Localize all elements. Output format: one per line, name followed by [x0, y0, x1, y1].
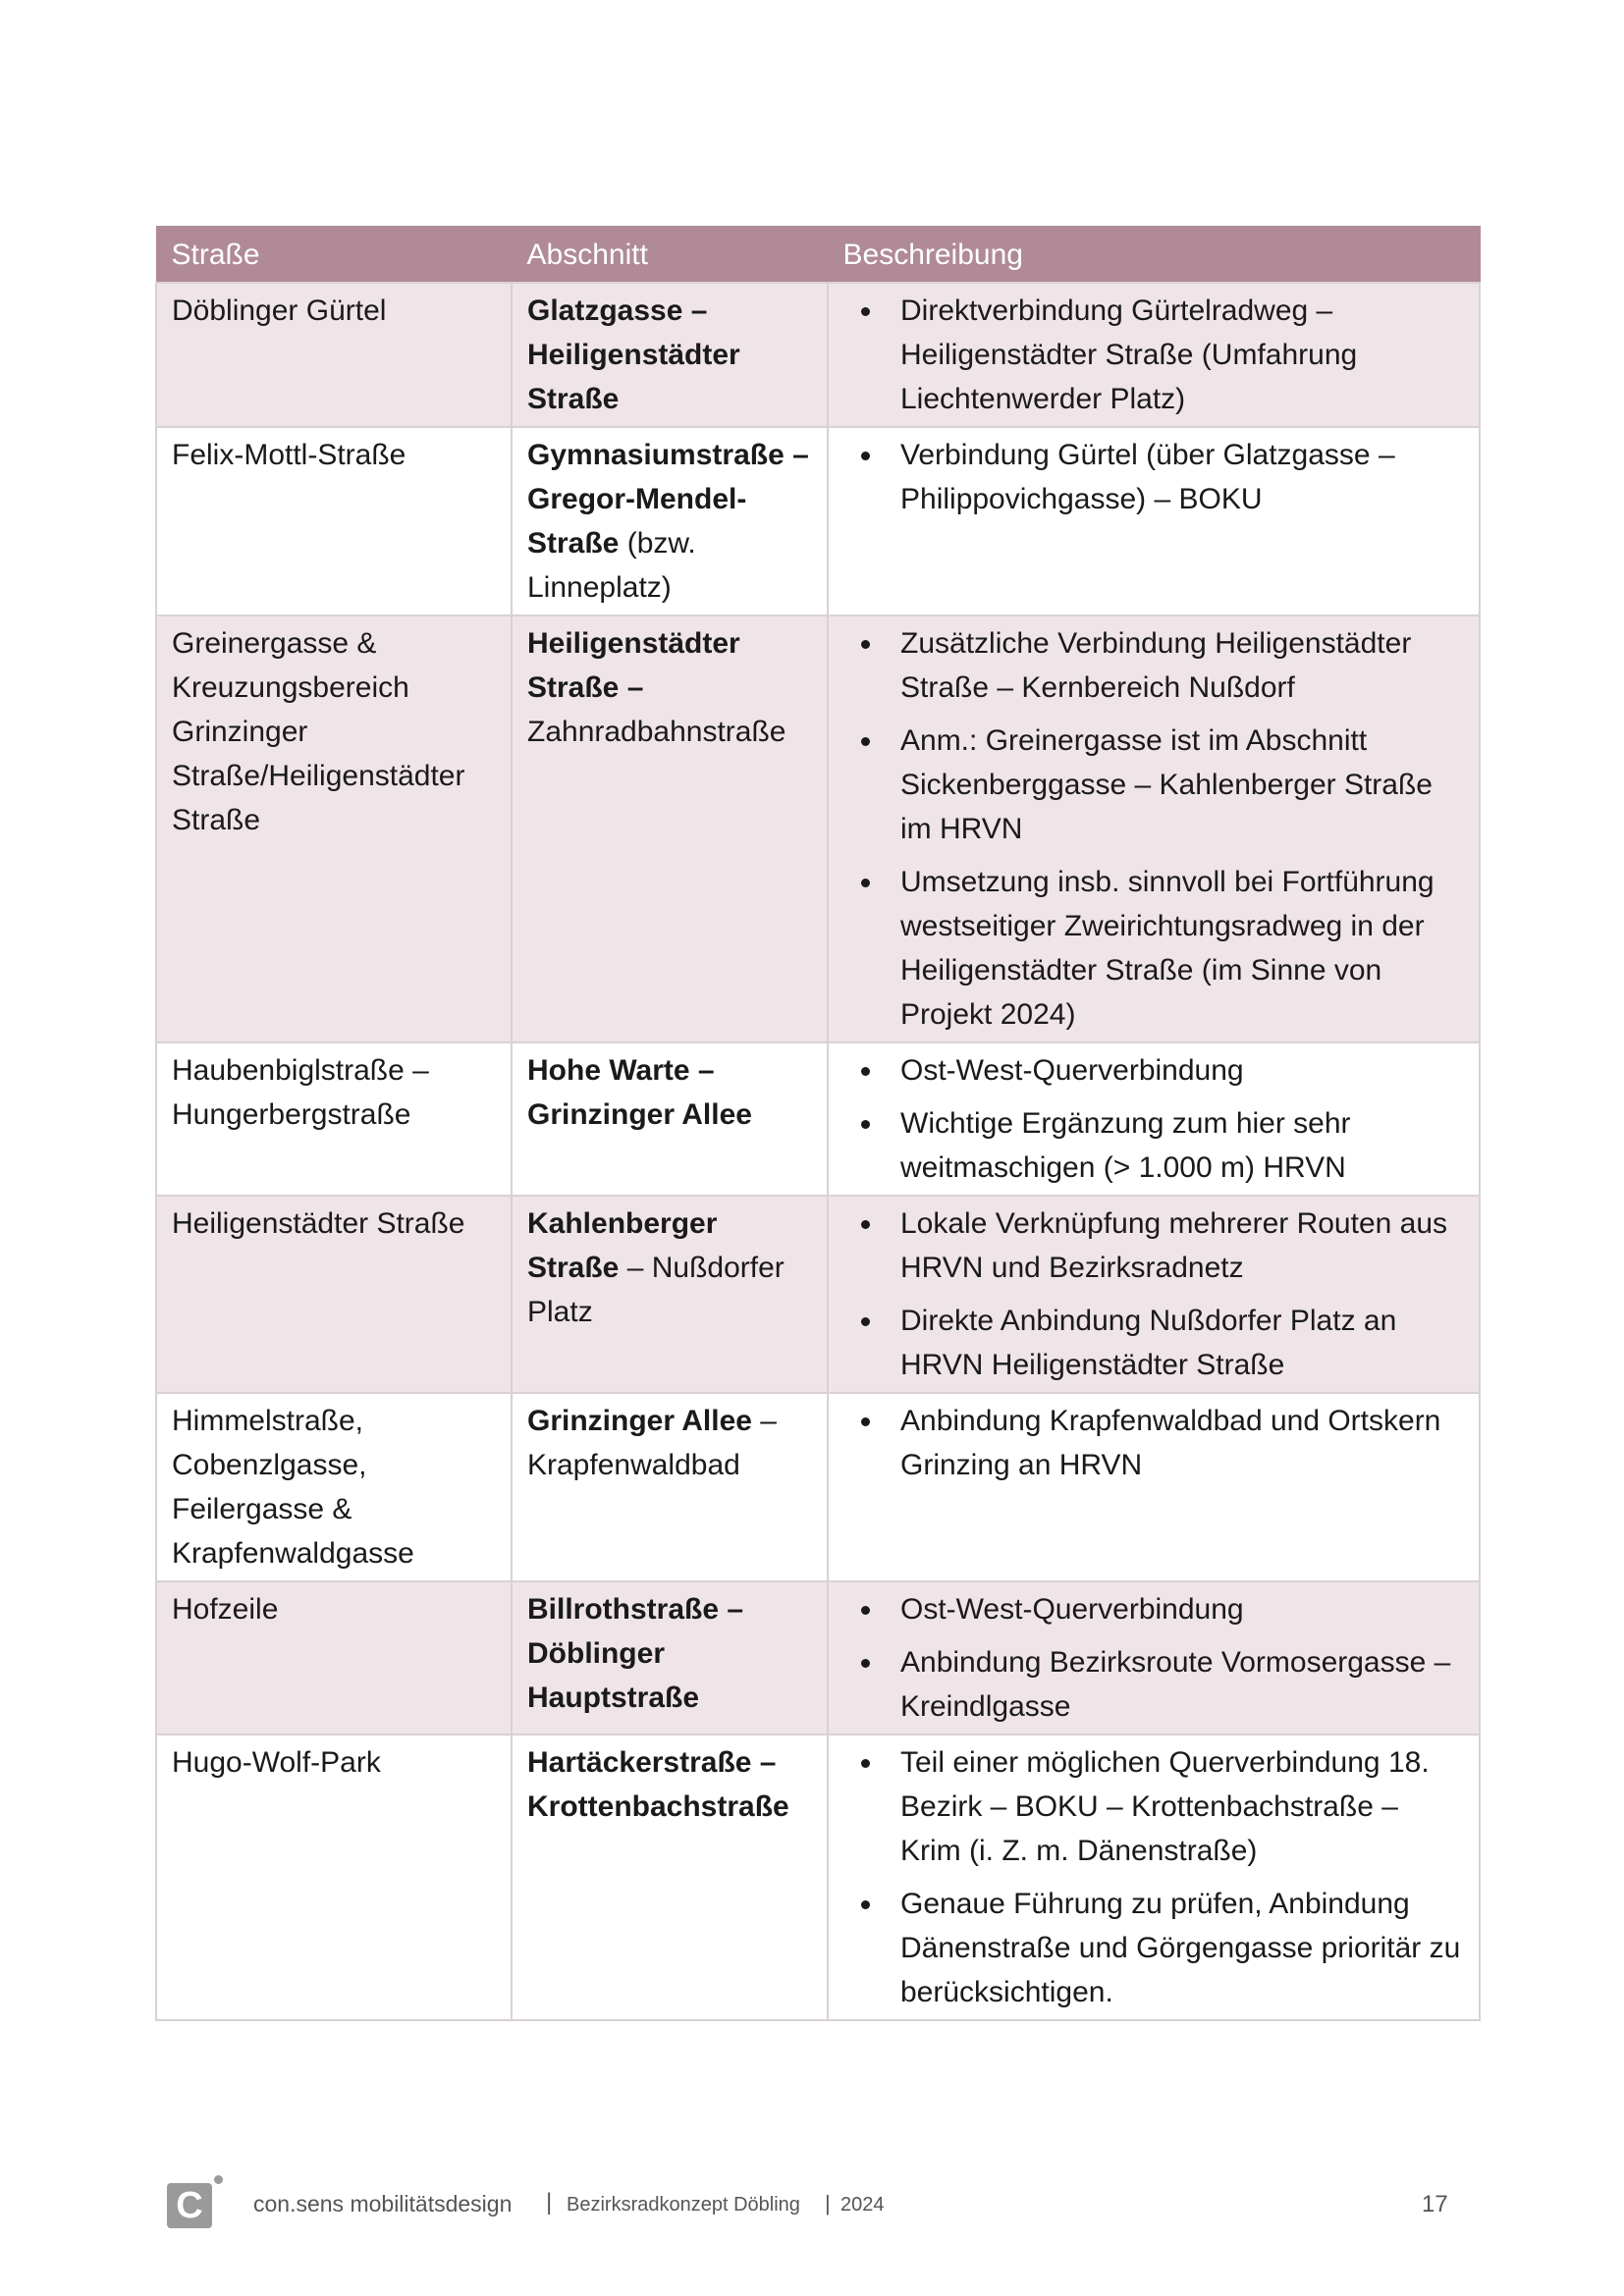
footer-project: Bezirksradkonzept Döbling — [567, 2194, 800, 2216]
header-beschreibung: Beschreibung — [828, 227, 1480, 284]
cell-beschreibung — [828, 1042, 1480, 1196]
cell-abschnitt — [512, 283, 828, 427]
cell-beschreibung — [828, 1196, 1480, 1393]
bullet-icon — [861, 1900, 870, 1909]
header-abschnitt: Abschnitt — [512, 227, 828, 284]
cell-strasse: Himmelstraße, Cobenzlgasse, Feilergasse & Krapfenwaldgasse — [156, 1393, 512, 1581]
description-item — [843, 433, 1464, 521]
footer-company: con.sens mobilitätsdesign — [253, 2191, 513, 2216]
cell-strasse: Greinergasse & Kreuzungsbereich Grinzinger Straße/Heiligenstädter Straße — [156, 615, 512, 1042]
header-strasse: Straße — [156, 227, 512, 284]
description-item — [843, 860, 1464, 1037]
route-table — [155, 226, 1481, 2021]
description-list — [843, 1048, 1464, 1190]
cell-strasse: Heiligenstädter Straße — [156, 1196, 512, 1393]
page-number: 17 — [1422, 2191, 1448, 2217]
description-list — [843, 1587, 1464, 1729]
table-row — [156, 1393, 1480, 1581]
abschnitt-bold-text: Heiligenstädter Straße – — [527, 627, 740, 704]
cell-beschreibung — [828, 427, 1480, 615]
abschnitt-bold-text: Hohe Warte – Grinzinger Allee — [527, 1054, 752, 1131]
cell-beschreibung — [828, 1581, 1480, 1735]
description-text: Direktverbindung Gürtelradweg – Heiligenstädter Straße (Umfahrung Liechtenwerder Platz) — [900, 294, 1358, 415]
abschnitt-rest-text: – Nußdorfer Platz — [527, 1252, 785, 1328]
cell-strasse: Döblinger Gürtel — [156, 283, 512, 427]
description-text: Anbindung Bezirksroute Vormosergasse – Kreindlgasse — [900, 1646, 1451, 1723]
description-item — [843, 621, 1464, 710]
table-row — [156, 615, 1480, 1042]
description-text: Ost-West-Querverbindung — [900, 1593, 1244, 1626]
logo-dot-icon — [214, 2175, 223, 2184]
bullet-icon — [861, 1606, 870, 1615]
table-header-row — [156, 227, 1480, 284]
description-item — [843, 1201, 1464, 1290]
cell-beschreibung — [828, 1393, 1480, 1581]
description-text: Lokale Verknüpfung mehrerer Routen aus HRVN und Bezirksradnetz — [900, 1207, 1448, 1284]
bullet-icon — [861, 1220, 870, 1229]
description-list — [843, 1201, 1464, 1387]
description-list — [843, 621, 1464, 1037]
description-text: Anbindung Krapfenwaldbad und Ortskern Grinzing an HRVN — [900, 1405, 1441, 1481]
cell-abschnitt — [512, 615, 828, 1042]
bullet-icon — [861, 1417, 870, 1426]
cell-abschnitt — [512, 1393, 828, 1581]
cell-beschreibung — [828, 615, 1480, 1042]
cell-strasse: Hugo-Wolf-Park — [156, 1735, 512, 2020]
abschnitt-rest-text: (bzw. Linneplatz) — [527, 527, 696, 604]
description-text: Teil einer möglichen Querverbindung 18. Bezirk – BOKU – Krottenbachstraße – Krim (i. Z. m. Dänenstraße) — [900, 1746, 1430, 1867]
description-text: Direkte Anbindung Nußdorfer Platz an HRVN Heiligenstädter Straße — [900, 1305, 1397, 1381]
bullet-icon — [861, 1120, 870, 1129]
table-row — [156, 1196, 1480, 1393]
description-item — [843, 289, 1464, 421]
bullet-icon — [861, 1659, 870, 1668]
bullet-icon — [861, 737, 870, 746]
footer-year: 2024 — [840, 2194, 885, 2216]
description-text: Anm.: Greinergasse ist im Abschnitt Sickenberggasse – Kahlenberger Straße im HRVN — [900, 724, 1433, 845]
footer-separator: | — [825, 2191, 831, 2216]
description-list — [843, 289, 1464, 421]
description-item — [843, 1299, 1464, 1387]
description-list — [843, 1399, 1464, 1487]
description-item — [843, 719, 1464, 851]
description-list — [843, 1740, 1464, 2014]
description-item — [843, 1587, 1464, 1631]
cell-strasse: Felix-Mottl-Straße — [156, 427, 512, 615]
description-item — [843, 1882, 1464, 2014]
description-item — [843, 1101, 1464, 1190]
cell-abschnitt — [512, 427, 828, 615]
description-item — [843, 1640, 1464, 1729]
cell-abschnitt — [512, 1581, 828, 1735]
abschnitt-bold-text: Glatzgasse – Heiligenstädter Straße — [527, 294, 740, 415]
description-list — [843, 433, 1464, 521]
footer-separator: | — [546, 2189, 553, 2216]
bullet-icon — [861, 1759, 870, 1768]
description-text: Wichtige Ergänzung zum hier sehr weitmaschigen (> 1.000 m) HRVN — [900, 1107, 1351, 1184]
table-row — [156, 1581, 1480, 1735]
consens-logo-icon: C — [167, 2183, 212, 2228]
description-text: Umsetzung insb. sinnvoll bei Fortführung westseitiger Zweirichtungsradweg in der Heiligenstädter Straße (im Sinne von Projekt 2024) — [900, 866, 1435, 1031]
bullet-icon — [861, 1317, 870, 1326]
description-text: Genaue Führung zu prüfen, Anbindung Dänenstraße und Görgengasse prioritär zu berücksichtigen. — [900, 1888, 1461, 2008]
cell-strasse: Hofzeile — [156, 1581, 512, 1735]
bullet-icon — [861, 1067, 870, 1076]
abschnitt-bold-text: Billrothstraße – Döblinger Hauptstraße — [527, 1593, 744, 1714]
description-item — [843, 1740, 1464, 1873]
cell-abschnitt — [512, 1042, 828, 1196]
description-item — [843, 1399, 1464, 1487]
bullet-icon — [861, 879, 870, 887]
table-row — [156, 283, 1480, 427]
table-body — [156, 283, 1480, 2020]
abschnitt-rest-text: – Krapfenwaldbad — [527, 1405, 777, 1481]
cell-beschreibung — [828, 1735, 1480, 2020]
description-text: Ost-West-Querverbindung — [900, 1054, 1244, 1087]
abschnitt-bold-text: Hartäckerstraße – Krottenbachstraße — [527, 1746, 789, 1823]
table-row — [156, 1735, 1480, 2020]
page-footer — [0, 2169, 1624, 2238]
abschnitt-bold-text: Kahlenberger Straße — [527, 1207, 718, 1284]
description-item — [843, 1048, 1464, 1093]
cell-strasse: Haubenbiglstraße – Hungerbergstraße — [156, 1042, 512, 1196]
bullet-icon — [861, 640, 870, 649]
cell-abschnitt — [512, 1735, 828, 2020]
bullet-icon — [861, 307, 870, 316]
cell-beschreibung — [828, 283, 1480, 427]
table-row — [156, 427, 1480, 615]
bullet-icon — [861, 452, 870, 460]
description-text: Zusätzliche Verbindung Heiligenstädter Straße – Kernbereich Nußdorf — [900, 627, 1412, 704]
description-text: Verbindung Gürtel (über Glatzgasse – Philippovichgasse) – BOKU — [900, 439, 1395, 515]
abschnitt-bold-text: Gymnasiumstraße – Gregor-Mendel-Straße — [527, 439, 809, 560]
cell-abschnitt — [512, 1196, 828, 1393]
table-row — [156, 1042, 1480, 1196]
abschnitt-rest-text: Zahnradbahnstraße — [527, 716, 786, 748]
abschnitt-bold-text: Grinzinger Allee — [527, 1405, 752, 1437]
